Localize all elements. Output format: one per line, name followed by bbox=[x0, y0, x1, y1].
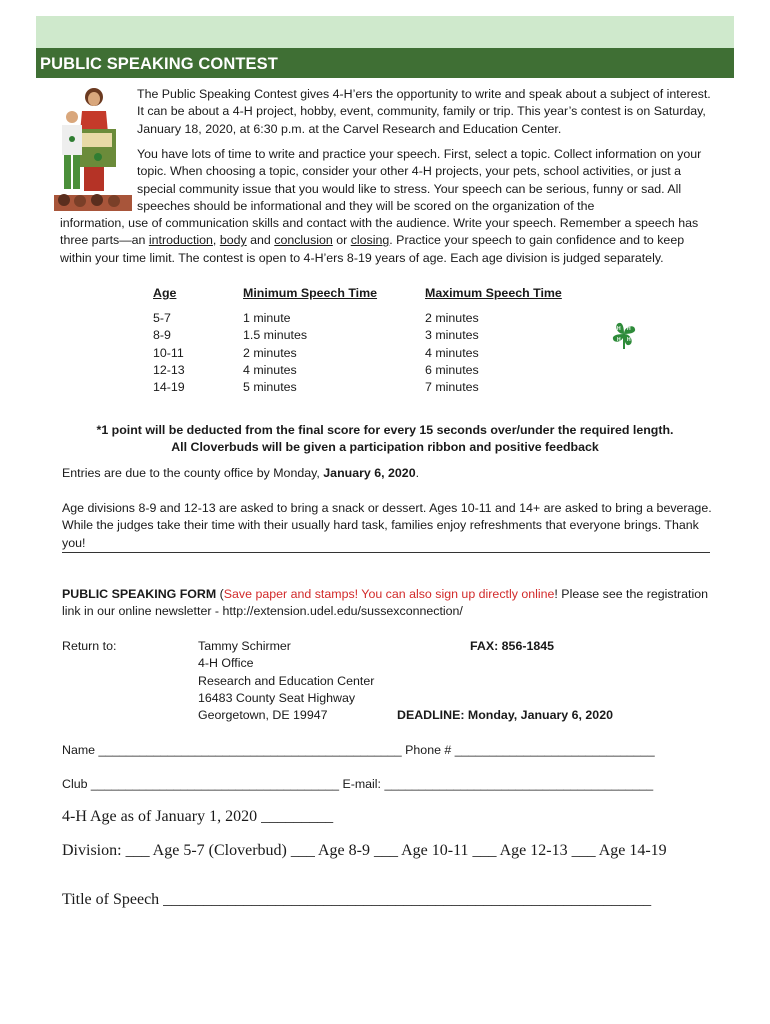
return-to-label: Return to: bbox=[62, 639, 117, 653]
deadline: DEADLINE: Monday, January 6, 2020 bbox=[397, 708, 613, 722]
form-intro bbox=[62, 586, 712, 621]
header-max-time: Maximum Speech Time bbox=[425, 286, 562, 300]
address-line: 4-H Office bbox=[198, 656, 254, 671]
separator: , bbox=[212, 233, 220, 248]
table-cell: 12-13 bbox=[153, 362, 185, 377]
page-title: PUBLIC SPEAKING CONTEST bbox=[40, 55, 278, 73]
table-cell: 14-19 bbox=[153, 380, 185, 395]
header-age: Age bbox=[153, 286, 177, 300]
instructions-first-part: You have lots of time to write and practice your speech. First, select a topic. Collect information on your topic. When choosing a topic, consider your other 4-H projects, your pets, school activities, or just a special community issue that you would like to stress. Your speech can be serious, funny or sad. All speeches should be informational and they will be scored on the organization of the bbox=[137, 147, 702, 213]
separator: or bbox=[332, 233, 351, 248]
separator-line bbox=[62, 552, 710, 553]
svg-text:H: H bbox=[627, 326, 631, 332]
division-field[interactable]: Division: ___ Age 5-7 (Cloverbud) ___ Age 8-9 ___ Age 10-11 ___ Age 12-13 ___ Age 14-19 bbox=[62, 842, 667, 859]
form-paren: ( bbox=[216, 587, 224, 601]
instructions-paragraph bbox=[60, 146, 711, 267]
name-phone-field[interactable]: Name ____________________________________________ Phone # _____________________________ bbox=[62, 743, 655, 757]
title-bar bbox=[36, 48, 734, 78]
top-color-band bbox=[36, 16, 734, 48]
entries-due bbox=[62, 465, 419, 482]
cloverbuds-note: All Cloverbuds will be given a participation ribbon and positive feedback bbox=[171, 440, 599, 454]
header-min-time: Minimum Speech Time bbox=[243, 286, 378, 300]
svg-text:H: H bbox=[627, 337, 631, 343]
max-time-column bbox=[425, 310, 479, 396]
table-cell: 5-7 bbox=[153, 311, 171, 325]
refreshments-paragraph: Age divisions 8-9 and 12-13 are asked to bring a snack or dessert. Ages 10-11 and 14+ are asked to bring a beverage. While the judges take their time with their usually hard task, families enjoy refreshments that everyone brings. Thank you! bbox=[62, 501, 712, 550]
speech-title-field[interactable]: Title of Speech _____________________________________________________________ bbox=[62, 891, 652, 908]
table-cell: 6 minutes bbox=[425, 362, 479, 377]
part-introduction: introduction bbox=[148, 233, 213, 248]
table-cell: 3 minutes bbox=[425, 328, 479, 343]
separator: and bbox=[246, 233, 275, 248]
table-cell: 1.5 minutes bbox=[243, 328, 308, 343]
table-cell: 4 minutes bbox=[243, 362, 297, 377]
table-cell: 4 minutes bbox=[425, 345, 479, 360]
table-cell: 5 minutes bbox=[243, 380, 297, 395]
form-title: PUBLIC SPEAKING FORM bbox=[62, 587, 217, 601]
intro-paragraph: The Public Speaking Contest gives 4-H’ers the opportunity to write and speak about a subject of interest. It can be about a 4-H project, hobby, event, community, family or trip. This year’s contest is on Saturday, January 18, 2020, at 6:30 p.m. at the Carvel Research and Education Center. bbox=[137, 87, 711, 136]
age-column bbox=[153, 310, 185, 396]
fax-number: FAX: 856-1845 bbox=[470, 639, 555, 653]
entries-text: Entries are due to the county office by Monday, bbox=[62, 466, 324, 480]
form-registration-text: ! Please see the registration link in our online newsletter - http://extension.udel.edu/sussexconnection/ bbox=[62, 587, 709, 619]
age-as-of-field[interactable]: 4-H Age as of January 1, 2020 _________ bbox=[62, 808, 334, 825]
part-body: body bbox=[219, 233, 247, 248]
table-cell: 7 minutes bbox=[425, 380, 479, 395]
table-cell: 2 minutes bbox=[243, 345, 297, 360]
online-signup-note: Save paper and stamps! You can also sign up directly online bbox=[223, 587, 555, 601]
deduction-note: *1 point will be deducted from the final score for every 15 seconds over/under the required length. bbox=[96, 423, 674, 437]
club-email-field[interactable]: Club ____________________________________ E-mail: _______________________________________ bbox=[62, 777, 654, 791]
clover-icon bbox=[610, 320, 638, 350]
address-line: Tammy Schirmer bbox=[198, 639, 291, 653]
address-line: Research and Education Center bbox=[198, 673, 375, 688]
address-line: 16483 County Seat Highway bbox=[198, 690, 356, 705]
table-cell: 8-9 bbox=[153, 328, 171, 343]
min-time-column bbox=[243, 310, 307, 396]
svg-text:H: H bbox=[617, 326, 621, 332]
part-conclusion: conclusion bbox=[274, 233, 333, 248]
instructions-text-a: information, use of communication skills and contact with the audience. Write your speech. Remember a speech has three parts—an bbox=[60, 216, 699, 248]
return-address bbox=[198, 638, 374, 724]
svg-text:H: H bbox=[617, 337, 621, 343]
table-cell: 2 minutes bbox=[425, 311, 479, 325]
entries-date: January 6, 2020 bbox=[323, 466, 416, 480]
entries-end: . bbox=[415, 466, 420, 480]
table-cell: 10-11 bbox=[153, 345, 184, 360]
instructions-text-b: . Practice your speech to gain confidence and to keep within your time limit. The contest is open to 4-H’ers 8-19 years of age. Each age division is judged separately. bbox=[60, 233, 685, 265]
part-closing: closing bbox=[350, 233, 390, 248]
address-line: Georgetown, DE 19947 bbox=[198, 708, 328, 723]
table-cell: 1 minute bbox=[243, 311, 291, 325]
